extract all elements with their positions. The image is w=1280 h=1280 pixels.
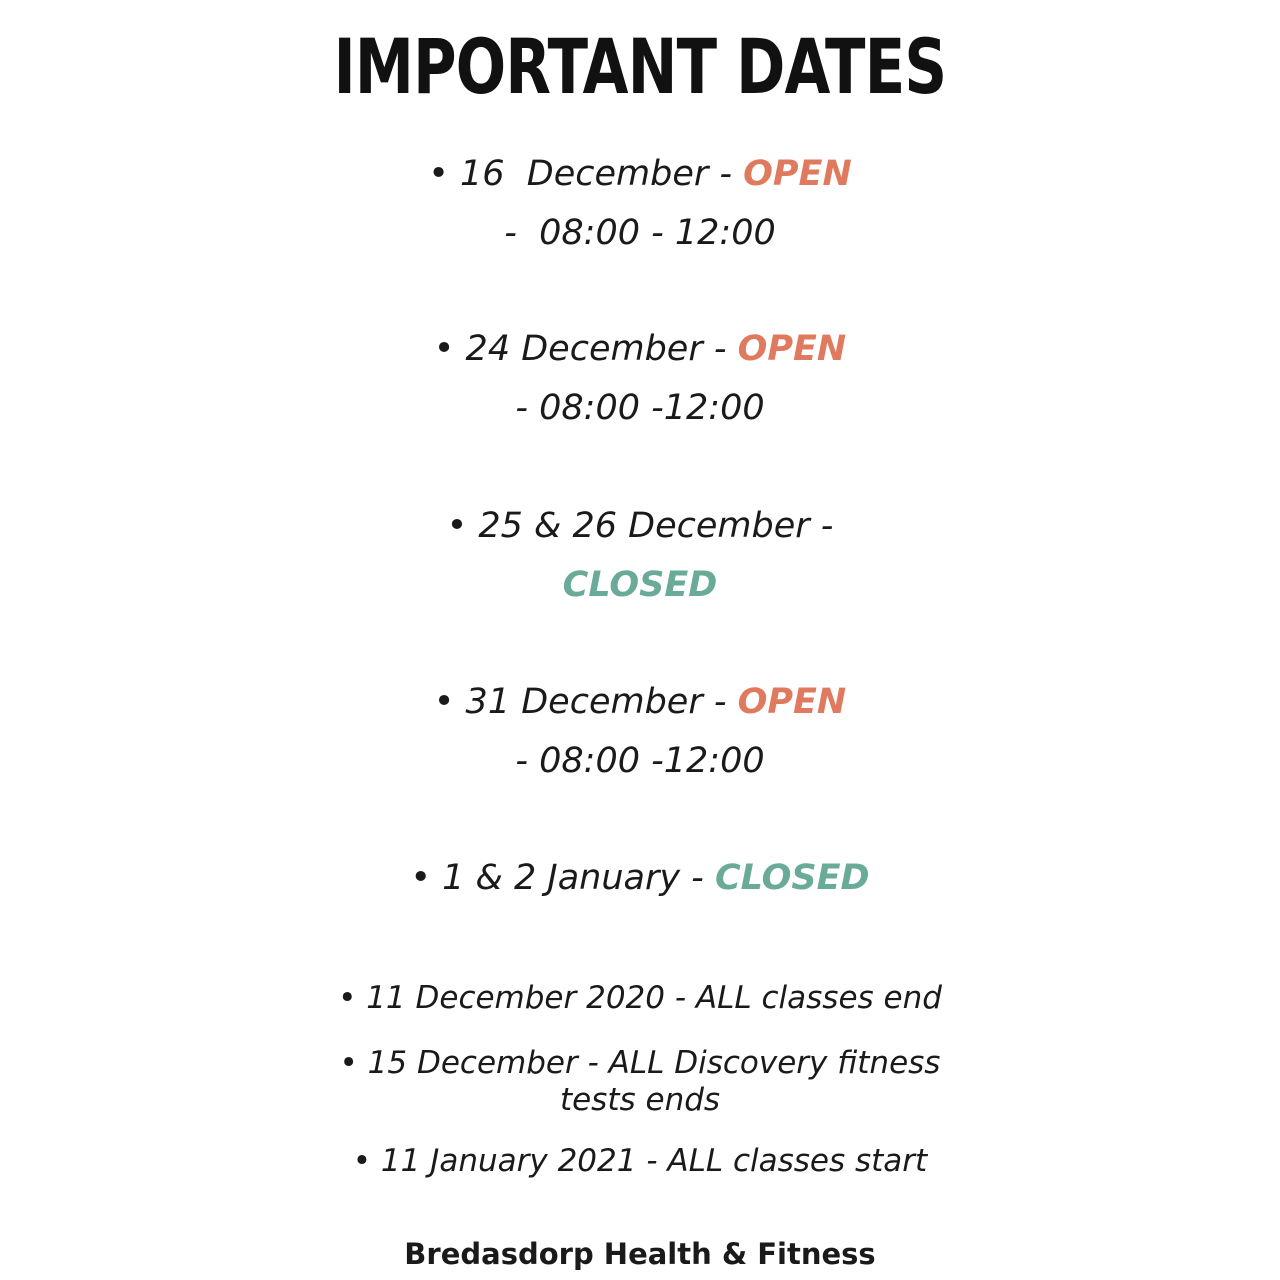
schedule-hours: - 08:00 - 12:00 <box>504 213 776 253</box>
status-open-label: OPEN <box>737 329 847 369</box>
note-discovery-tests: • 15 December - ALL Discovery fitness <box>339 1045 941 1081</box>
schedule-date: • 24 December - <box>433 329 738 369</box>
schedule-entry-24-december <box>0 327 1280 371</box>
schedule-date: • 16 December - <box>428 154 744 194</box>
schedule-status-line <box>0 563 1280 607</box>
schedule-entry-31-december <box>0 680 1280 724</box>
schedule-date: • 25 & 26 December - <box>446 506 834 546</box>
schedule-entry-25-26-december <box>0 504 1280 548</box>
footer-brand: Bredasdorp Health & Fitness <box>404 1237 876 1271</box>
schedule-date: • 31 December - <box>433 682 738 722</box>
schedule-hours: - 08:00 -12:00 <box>515 741 765 781</box>
status-open-label: OPEN <box>737 682 847 722</box>
note-classes-end: • 11 December 2020 - ALL classes end <box>338 980 942 1016</box>
status-closed-label: CLOSED <box>562 565 718 605</box>
schedule-entry-1-2-january <box>0 856 1280 900</box>
schedule-entry-16-december <box>0 152 1280 196</box>
note-discovery-tests-cont: tests ends <box>559 1082 721 1118</box>
note-classes-start: • 11 January 2021 - ALL classes start <box>352 1143 928 1179</box>
status-open-label: OPEN <box>743 154 852 194</box>
page-title: IMPORTANT DATES <box>333 22 947 111</box>
schedule-date: • 1 & 2 January - <box>410 858 715 898</box>
schedule-hours: - 08:00 -12:00 <box>515 388 765 428</box>
status-closed-label: CLOSED <box>714 858 870 898</box>
